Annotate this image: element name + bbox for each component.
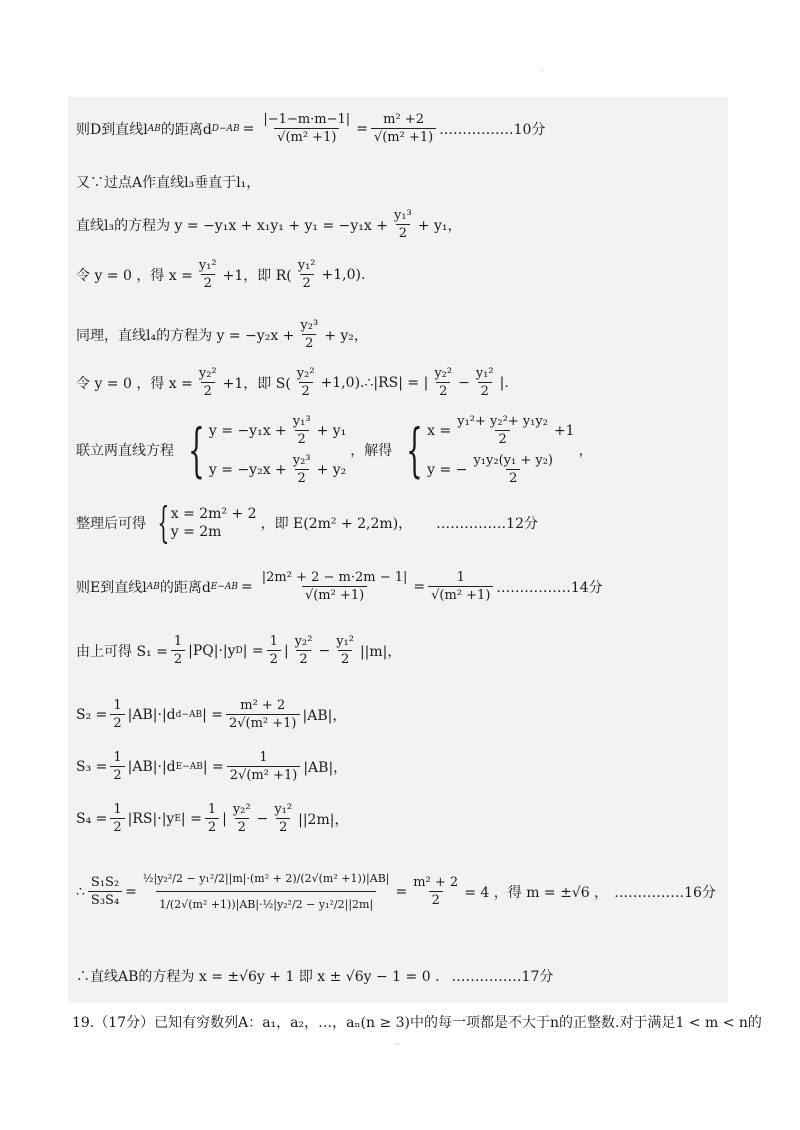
score-marker: ……………16分 — [614, 884, 716, 901]
numerator: m² + 2 — [413, 875, 459, 890]
fraction — [333, 634, 357, 667]
denominator: 2 — [296, 650, 310, 667]
numerator: y₁² — [274, 802, 293, 817]
text: |. — [499, 374, 509, 391]
fraction — [470, 453, 556, 486]
fraction — [110, 750, 124, 783]
text: 直线l₃的方程为 y = −y₁x + x₁y₁ + y₁ = −y₁x + — [76, 217, 388, 234]
score-marker: .……………10分 — [439, 121, 546, 138]
text: = — [125, 883, 137, 900]
text: + y₁， — [417, 217, 462, 234]
denominator: 2 — [295, 469, 309, 486]
text: = — [356, 120, 368, 137]
text: S₃ = — [76, 758, 108, 775]
text: +1，即 S( — [222, 375, 291, 392]
denominator: 2 — [110, 766, 124, 783]
text: y = −y₂x + — [208, 461, 287, 478]
big-fraction — [140, 872, 393, 911]
text: 的距离d — [159, 579, 211, 596]
numerator: 1 — [207, 802, 217, 817]
numerator: y₁² — [297, 258, 316, 273]
denominator: 2 — [495, 430, 509, 447]
numerator: y₂² — [434, 366, 453, 381]
text: − — [458, 374, 470, 391]
fraction — [295, 258, 319, 291]
numerator: 1 — [113, 698, 122, 713]
text: = — [241, 578, 253, 595]
brace: { — [188, 415, 205, 484]
numerator: y₂² — [294, 634, 313, 649]
text: ||m|， — [359, 643, 402, 660]
fraction — [259, 570, 411, 603]
numerator: y₁² — [198, 258, 217, 273]
system-rows — [171, 506, 257, 540]
text: ∴ — [76, 883, 85, 900]
text: | = — [202, 758, 224, 775]
fraction — [171, 634, 185, 667]
text: − — [256, 810, 269, 827]
fraction — [110, 802, 124, 835]
score-marker: ……………12分 — [436, 515, 538, 532]
numerator: 1 — [269, 634, 278, 649]
denominator: 1/(2√(m² +1))|AB|·½|y₂²/2 − y₁²/2||2m| — [156, 891, 376, 911]
row: x = 2m² + 2 — [170, 505, 257, 522]
denominator: 2 — [276, 818, 290, 835]
page-mark-top: . — [541, 64, 544, 73]
brace: { — [157, 498, 170, 547]
text: y = − — [427, 461, 468, 478]
text: +1,0).∴|RS| = | — [320, 374, 429, 391]
sub: AB — [147, 123, 161, 134]
row — [209, 414, 346, 447]
numerator: 1 — [113, 802, 122, 817]
denominator: √(m² +1) — [302, 586, 367, 603]
numerator: S₁S₂ — [90, 875, 120, 890]
fraction — [205, 802, 219, 835]
denominator: 2 — [506, 469, 520, 486]
S2-line — [76, 698, 346, 731]
numerator: y₁y₂(y₁ + y₂) — [473, 453, 553, 468]
system-solve-line — [76, 414, 593, 486]
distance-E-line — [76, 570, 603, 603]
point-S-line — [76, 366, 509, 399]
fraction — [110, 698, 124, 731]
fraction — [294, 366, 318, 399]
row — [209, 453, 346, 486]
equation-system — [150, 498, 257, 547]
numerator: ½|y₂²/2 − y₁²/2||m|·(m² + 2)/(2√(m² +1))|AB| — [142, 872, 390, 885]
text: = — [395, 883, 408, 900]
denominator: 2 — [300, 274, 314, 291]
numerator: y₁³ — [292, 414, 311, 429]
final-line-equation — [76, 966, 553, 986]
brace: { — [406, 415, 424, 484]
text: S₂ = — [76, 706, 108, 723]
fraction — [196, 258, 220, 291]
fraction — [226, 698, 300, 731]
text: ，解得 — [350, 443, 393, 459]
text: +1,0). — [321, 266, 366, 283]
numerator: m² + 2 — [240, 698, 286, 713]
denominator: 2√(m² +1) — [227, 766, 301, 783]
fraction — [473, 366, 497, 399]
distance-D-line — [76, 112, 545, 145]
sub: d−AB — [175, 709, 203, 720]
solution-system — [396, 414, 574, 486]
text: 由上可得 S₁ = — [76, 643, 168, 660]
text: y = −y₁x + — [208, 422, 287, 439]
text: | = — [242, 642, 264, 659]
text: + y₂， — [324, 327, 368, 344]
line-l4-equation — [76, 318, 368, 351]
denominator: 2 — [429, 891, 443, 908]
text: +1 — [553, 422, 575, 439]
sub: D−AB — [211, 123, 240, 134]
text: ∴直线AB的方程为 x = ±√6y + 1 即 x ± √6y − 1 = 0 . — [76, 969, 440, 985]
text: = 4 ，得 m = ±√6 ， — [464, 884, 609, 901]
page-mark-bottom: ·· — [395, 1040, 401, 1049]
fraction — [292, 634, 316, 667]
fraction — [196, 366, 220, 399]
numerator: y₂³ — [292, 453, 311, 468]
denominator: 2 — [478, 382, 492, 399]
fraction — [260, 112, 353, 145]
text: x = — [427, 422, 452, 439]
numerator: y₂³ — [300, 318, 319, 333]
numerator: 1 — [259, 750, 268, 765]
denominator: 2 — [110, 818, 124, 835]
numerator: 1 — [173, 634, 183, 649]
text: = — [242, 120, 255, 137]
text: 19.（17分）已知有穷数列A：a₁，a₂，…，aₙ(n ≥ 3)中的每一项都是不大于n的正整数.对于满足1 < m < n的 — [72, 1015, 762, 1031]
row — [427, 453, 574, 486]
numerator: y₁² — [475, 366, 494, 381]
text: 令 y = 0 ，得 x = — [76, 375, 193, 392]
text: ，即 E(2m² + 2,2m)， — [260, 515, 413, 532]
text: |AB|·|d — [127, 706, 176, 723]
denominator: 2 — [171, 650, 185, 667]
denominator: 2 — [110, 714, 124, 731]
text: 的距离d — [160, 121, 212, 138]
denominator: √(m² +1) — [371, 128, 436, 145]
S3-line — [76, 750, 347, 783]
denominator: 2 — [295, 430, 309, 447]
numerator: y₁² — [336, 634, 354, 649]
text: |PQ|·|y — [188, 642, 236, 659]
system-rows — [427, 414, 574, 486]
fraction — [290, 414, 314, 447]
text: 同理，直线l₄的方程为 y = −y₂x + — [76, 327, 295, 344]
text: 则D到直线l — [76, 121, 148, 138]
denominator: 2 — [201, 274, 215, 291]
denominator: 2 — [235, 818, 249, 835]
text: 又∵过点A作直线l₃垂直于l₁， — [76, 175, 261, 191]
denominator: 2√(m² +1) — [226, 714, 300, 731]
text: 则E到直线l — [76, 579, 147, 596]
score-marker: ……………17分 — [451, 969, 554, 985]
sub: AB — [146, 581, 160, 592]
text: − — [318, 642, 331, 659]
fraction — [271, 802, 295, 835]
text: |AB|·|d — [127, 758, 176, 775]
text: ||2m|， — [298, 811, 349, 828]
fraction — [391, 208, 415, 241]
numerator: y₂² — [232, 802, 251, 817]
S1-line — [76, 634, 401, 667]
S4-line — [76, 802, 348, 835]
text: = — [413, 578, 426, 595]
numerator: 1 — [456, 570, 465, 585]
denominator: 2 — [201, 382, 215, 399]
numerator: y₁²+ y₂²+ y₁y₂ — [457, 414, 548, 429]
denominator: √(m² +1) — [274, 128, 339, 145]
text: |AB|， — [302, 707, 347, 724]
text: | — [283, 642, 289, 659]
row — [427, 414, 574, 447]
text: | = — [180, 810, 202, 827]
sub: E−AB — [210, 581, 239, 592]
denominator: S₃S₄ — [88, 891, 122, 908]
numerator: y₂² — [296, 366, 315, 381]
fraction — [454, 414, 551, 447]
text: S₄ = — [76, 810, 108, 827]
sub: E−AB — [175, 761, 203, 772]
denominator: 2 — [436, 382, 450, 399]
denominator: 2 — [205, 818, 219, 835]
line-l3-equation — [76, 208, 461, 241]
row: y = 2m — [170, 523, 222, 540]
numerator: m² +2 — [383, 112, 424, 127]
text: | = — [202, 706, 223, 723]
text: ， — [578, 443, 593, 459]
fraction — [230, 802, 254, 835]
perpendicular-line-text — [76, 172, 260, 192]
text: | — [222, 810, 227, 827]
sub: D — [235, 645, 243, 656]
fraction — [297, 318, 321, 351]
text: 联立两直线方程 — [76, 443, 174, 459]
numerator: y₂² — [198, 366, 217, 381]
numerator: y₁³ — [394, 208, 412, 223]
point-R-line — [76, 258, 365, 291]
ratio-line — [76, 872, 716, 911]
fraction — [88, 875, 122, 908]
text: |AB|， — [303, 759, 348, 776]
denominator: 2 — [267, 650, 281, 667]
numerator: |−1−m·m−1| — [263, 112, 351, 127]
fraction — [371, 112, 436, 145]
denominator: 2 — [302, 334, 316, 351]
system-rows — [209, 414, 346, 486]
equation-system — [178, 414, 346, 486]
fraction — [410, 875, 461, 908]
fraction — [227, 750, 301, 783]
denominator: 2 — [299, 382, 313, 399]
fraction — [267, 634, 281, 667]
sub: E — [174, 813, 181, 824]
question-19 — [72, 1012, 762, 1032]
text: |RS|·|y — [127, 810, 175, 827]
denominator: 2 — [338, 650, 352, 667]
denominator: 2 — [396, 224, 410, 241]
denominator: √(m² +1) — [428, 586, 493, 603]
point-E-line — [76, 498, 538, 547]
text: + y₁ — [316, 422, 347, 439]
text: +1，即 R( — [222, 267, 292, 284]
text: 令 y = 0 ，得 x = — [76, 267, 193, 284]
numerator: |2m² + 2 − m·2m − 1| — [261, 570, 408, 585]
fraction — [290, 453, 314, 486]
text: + y₂ — [316, 461, 347, 478]
fraction — [431, 366, 455, 399]
text: 整理后可得 — [76, 515, 146, 532]
numerator: 1 — [113, 750, 122, 765]
score-marker: .……………14分 — [496, 579, 603, 596]
fraction — [428, 570, 493, 603]
